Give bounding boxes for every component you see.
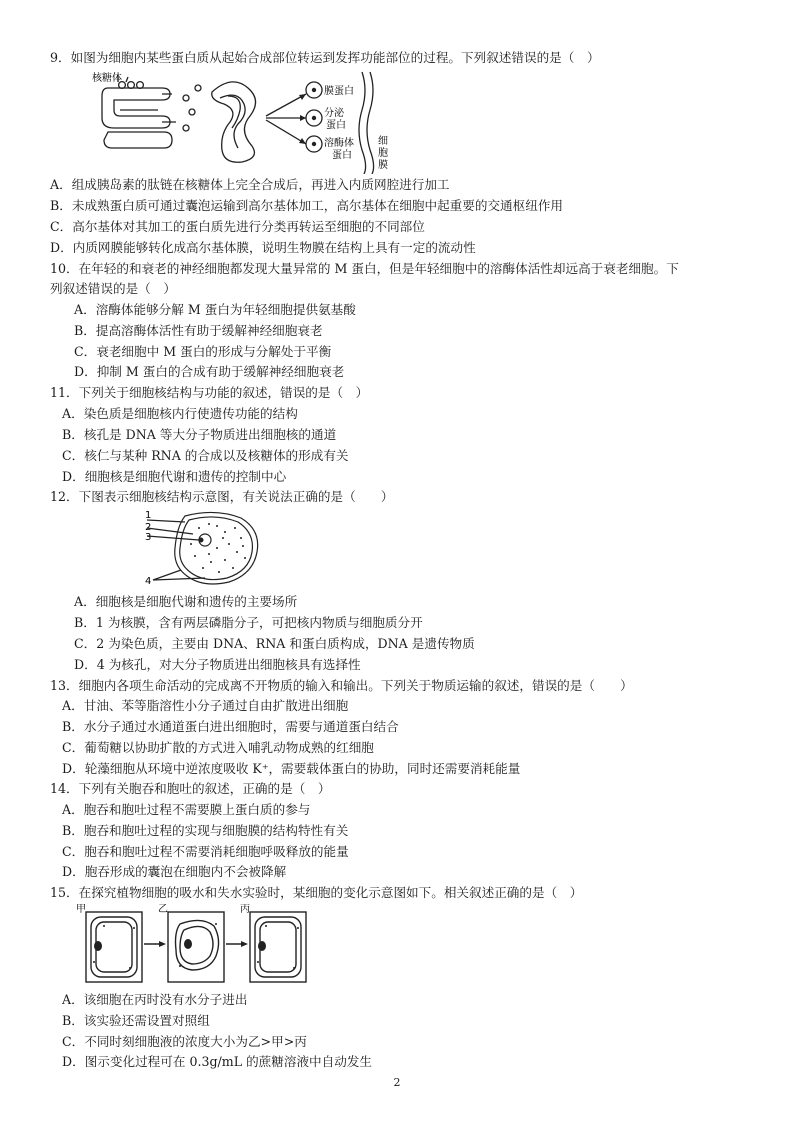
q15-option-c: C．不同时刻细胞液的浓度大小为乙>甲>丙 — [62, 1034, 307, 1049]
q15-option-d: D．图示变化过程可在 0.3g/mL 的蔗糖溶液中自动发生 — [62, 1054, 373, 1069]
q14-option-a: A．胞吞和胞吐过程不需要膜上蛋白质的参与 — [62, 802, 311, 817]
q14-option-c: C．胞吞和胞吐过程不需要消耗细胞呼吸释放的能量 — [62, 844, 349, 859]
q11-option-c: C．核仁与某种 RNA 的合成以及核糖体的形成有关 — [62, 448, 349, 463]
q12-option-a: A．细胞核是细胞代谢和遗传的主要场所 — [74, 594, 298, 609]
q10-stem-line2: 列叙述错误的是（ ） — [50, 281, 176, 296]
q14-option-d: D．胞吞形成的囊泡在细胞内不会被降解 — [62, 864, 287, 879]
label-lysosome-protein-2: 蛋白 — [332, 150, 352, 161]
q14-stem: 14．下列有关胞吞和胞吐的叙述，正确的是（ ） — [50, 781, 331, 796]
label-4: 4 — [145, 576, 152, 587]
label-cell-membrane-2: 胞 — [378, 148, 388, 159]
q14-option-b: B．胞吞和胞吐过程的实现与细胞膜的结构特性有关 — [62, 823, 349, 838]
q11-option-b: B．核孔是 DNA 等大分子物质进出细胞核的通道 — [62, 427, 337, 442]
q13-option-a: A．甘油、苯等脂溶性小分子通过自由扩散进出细胞 — [62, 698, 349, 713]
q11-option-a: A．染色质是细胞核内行使遗传功能的结构 — [62, 406, 298, 421]
q15-stem: 15．在探究植物细胞的吸水和失水实验时，某细胞的变化示意图如下。相关叙述正确的是（ ） — [50, 885, 583, 900]
q9-option-a: A．组成胰岛素的肽链在核糖体上完全合成后，再进入内质网腔进行加工 — [50, 177, 450, 192]
q10-option-c: C．衰老细胞中 M 蛋白的形成与分解处于平衡 — [74, 344, 332, 359]
label-yi: 乙 — [158, 904, 168, 915]
q12-option-b: B．1 为核膜，含有两层磷脂分子，可把核内物质与细胞质分开 — [74, 615, 423, 630]
q12-nucleus-figure — [145, 508, 265, 588]
q15-plasmolysis-figure — [76, 904, 326, 984]
label-ribosome: 核糖体 — [92, 73, 122, 84]
q10-option-d: D．抑制 M 蛋白的合成有助于缓解神经细胞衰老 — [74, 364, 345, 379]
q15-option-a: A．该细胞在丙时没有水分子进出 — [62, 992, 248, 1007]
q13-option-b: B．水分子通过水通道蛋白进出细胞时，需要与通道蛋白结合 — [62, 719, 399, 734]
q9-option-c: C．高尔基体对其加工的蛋白质先进行分类再转运至细胞的不同部位 — [50, 219, 425, 234]
q15-option-b: B．该实验还需设置对照组 — [62, 1013, 210, 1028]
q12-stem: 12．下图表示细胞核结构示意图，有关说法正确的是（ ） — [50, 489, 394, 504]
label-cell-membrane-3: 膜 — [378, 160, 388, 171]
q10-stem-line1: 10．在年轻的和衰老的神经细胞都发现大量异常的 M 蛋白，但是年轻细胞中的溶酶体活性却远高于衰老细胞。下 — [50, 261, 679, 276]
q9-option-b: B．未成熟蛋白质可通过囊泡运输到高尔基体加工，高尔基体在细胞中起重要的交通枢纽作用 — [50, 198, 564, 213]
label-membrane-protein: 膜蛋白 — [324, 86, 354, 97]
q11-stem: 11．下列关于细胞核结构与功能的叙述，错误的是（ ） — [50, 385, 369, 400]
q13-option-c: C．葡萄糖以协助扩散的方式进入哺乳动物成熟的红细胞 — [62, 740, 374, 755]
label-bing: 丙 — [240, 904, 250, 915]
q13-stem: 13．细胞内各项生命活动的完成离不开物质的输入和输出。下列关于物质运输的叙述，错误的是（ ） — [50, 678, 633, 693]
q9-option-d: D．内质网膜能够转化成高尔基体膜，说明生物膜在结构上具有一定的流动性 — [50, 240, 476, 255]
q12-option-d: D．4 为核孔，对大分子物质进出细胞核具有选择性 — [74, 657, 361, 672]
label-cell-membrane-1: 细 — [378, 136, 388, 147]
label-secreted-protein-2: 蛋白 — [326, 120, 346, 131]
q10-option-b: B．提高溶酶体活性有助于缓解神经细胞衰老 — [74, 323, 323, 338]
label-secreted-protein-1: 分泌 — [324, 108, 344, 119]
q12-option-c: C．2 为染色质，主要由 DNA、RNA 和蛋白质构成，DNA 是遗传物质 — [74, 636, 475, 651]
q13-option-d: D．轮藻细胞从环境中逆浓度吸收 K⁺，需要载体蛋白的协助，同时还需要消耗能量 — [62, 761, 521, 776]
page-number: 2 — [393, 1076, 401, 1089]
label-jia: 甲 — [76, 904, 86, 915]
label-3: 3 — [145, 532, 152, 543]
label-lysosome-protein-1: 溶酶体 — [324, 138, 354, 149]
q11-option-d: D．细胞核是细胞代谢和遗传的控制中心 — [62, 469, 287, 484]
q9-protein-transport-figure — [92, 70, 412, 174]
label-1: 1 — [145, 510, 152, 521]
q10-option-a: A．溶酶体能够分解 M 蛋白为年轻细胞提供氨基酸 — [74, 302, 356, 317]
q9-stem: 9．如图为细胞内某些蛋白质从起始合成部位转运到发挥功能部位的过程。下列叙述错误的是（ ） — [50, 50, 600, 65]
label-2: 2 — [145, 522, 152, 533]
